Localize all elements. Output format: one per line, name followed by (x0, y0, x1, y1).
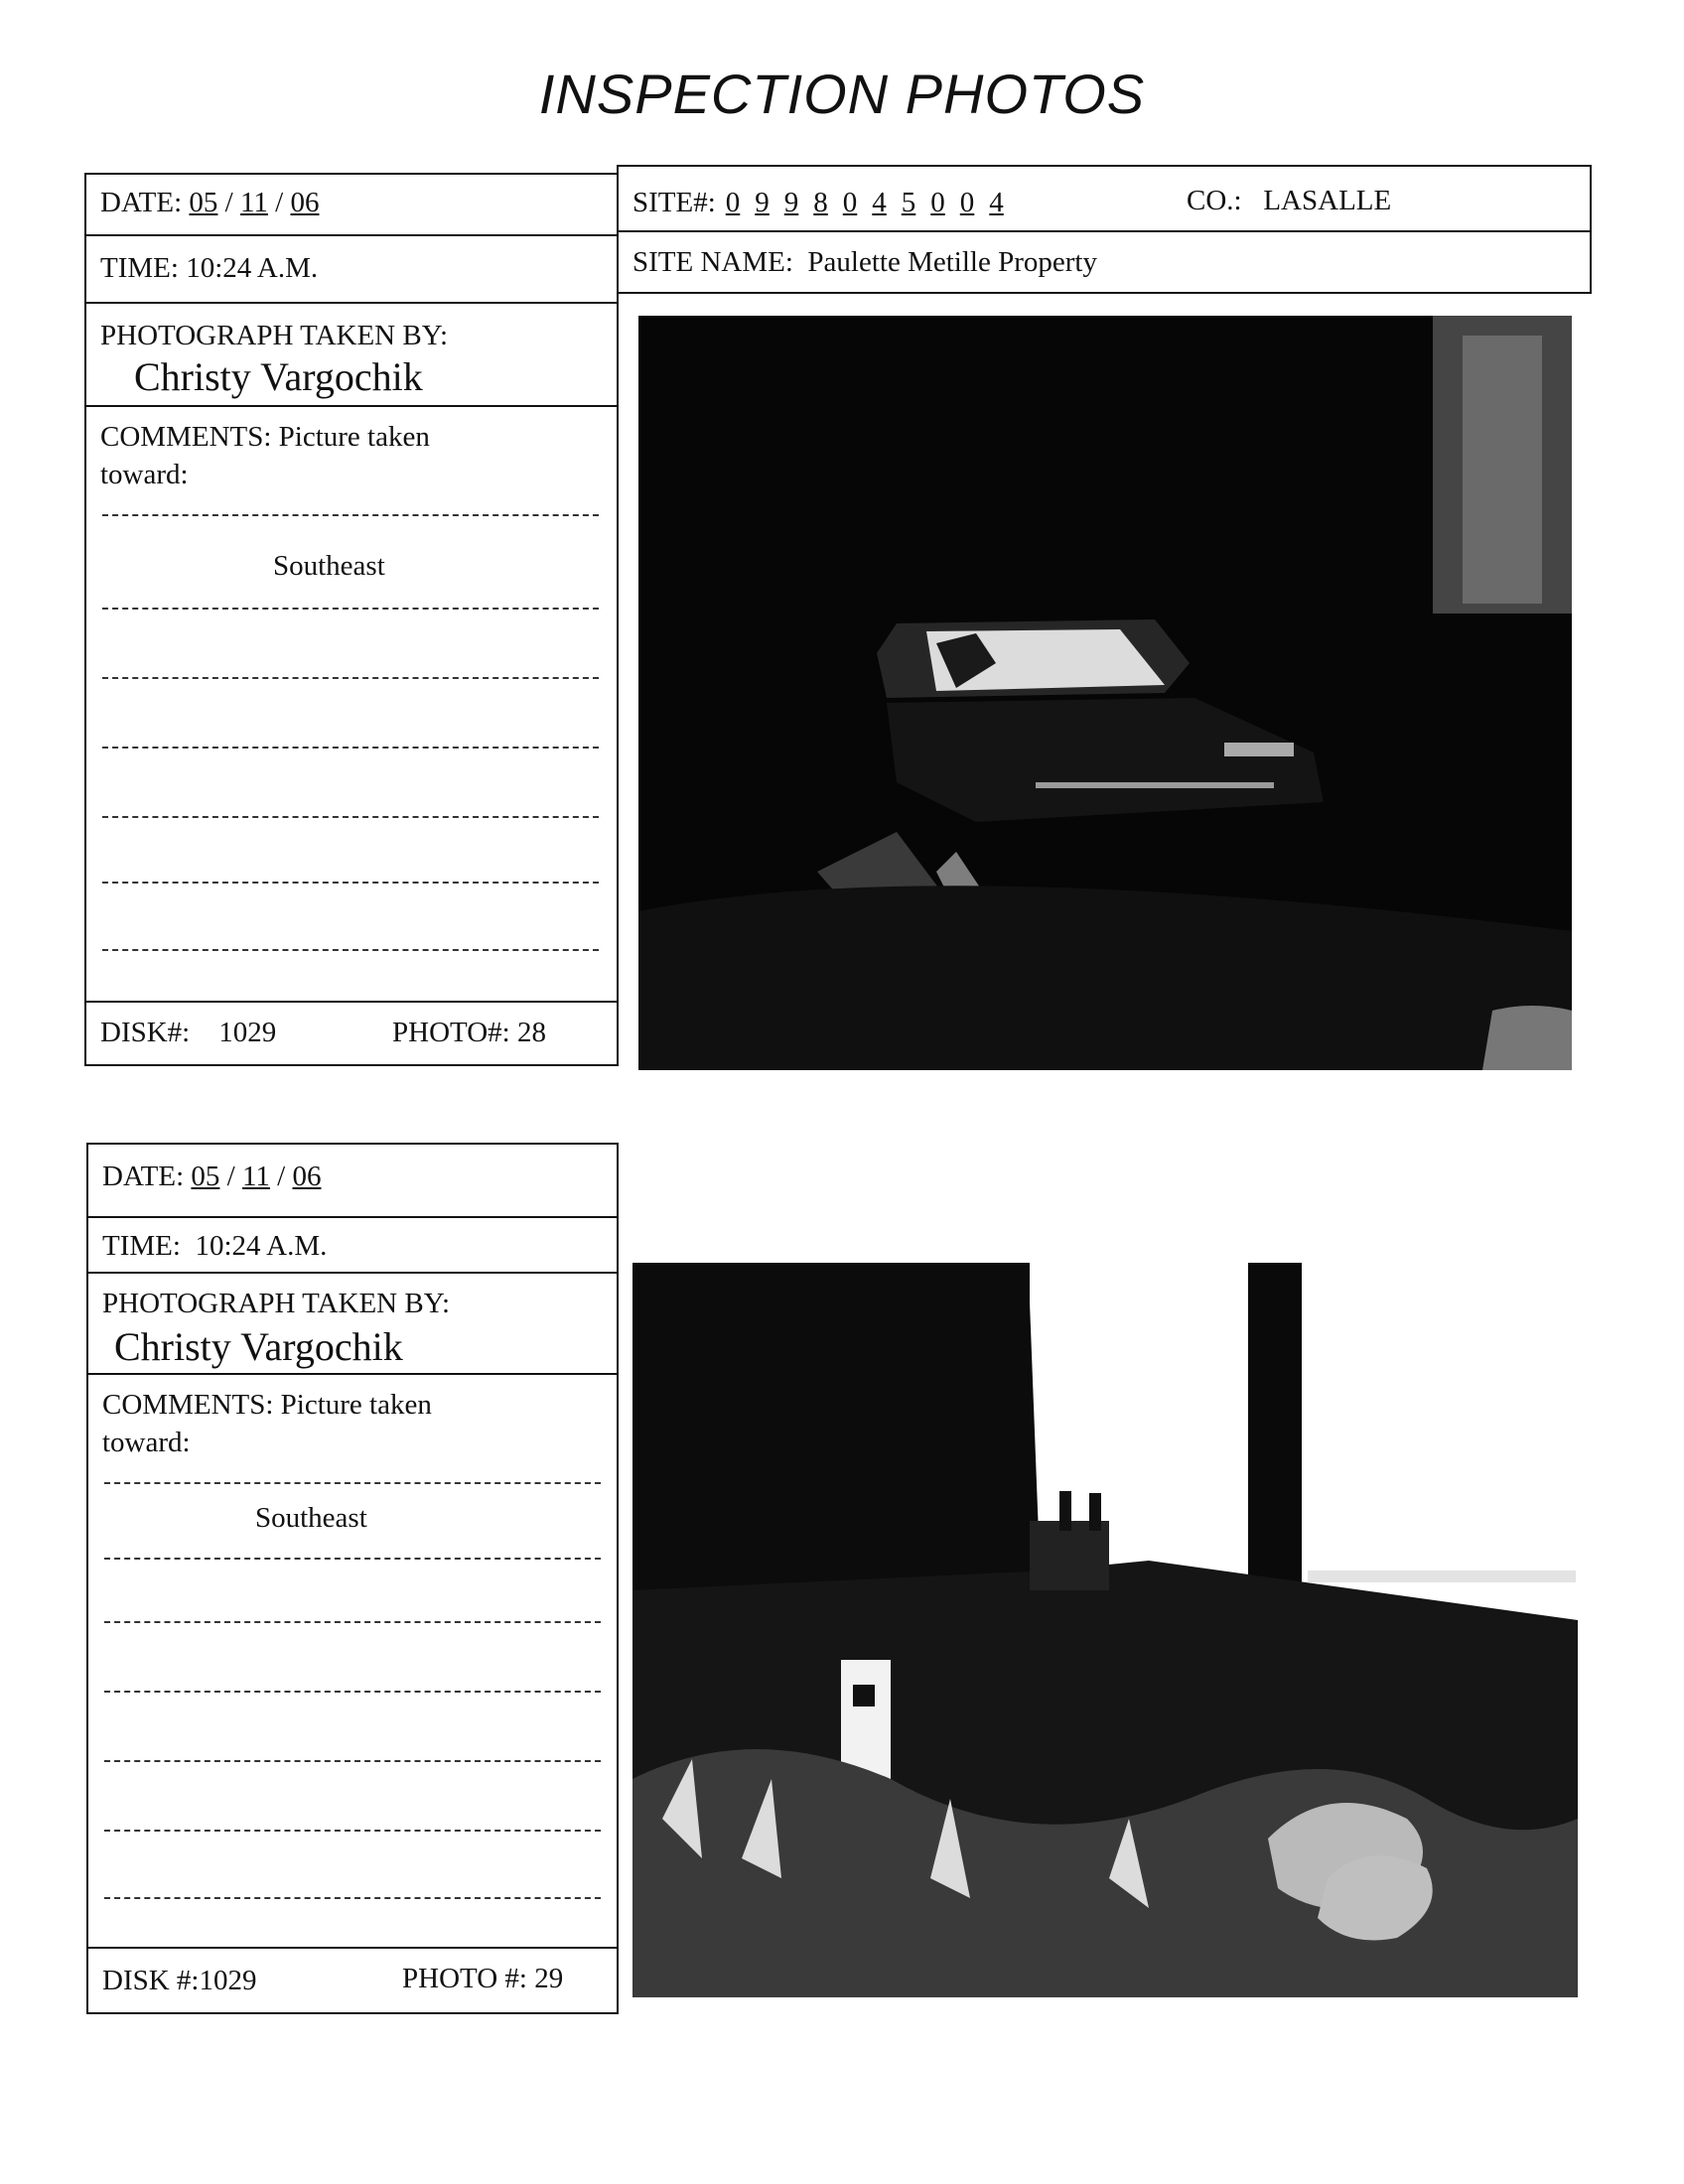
record-1-time (100, 252, 318, 285)
taken-by-label: PHOTOGRAPH TAKEN BY: (102, 1288, 451, 1319)
direction-value: Southeast (273, 550, 385, 582)
record-1-disk (100, 1017, 276, 1049)
record-2-photo-num (402, 1963, 563, 1995)
direction-value: Southeast (255, 1502, 367, 1534)
site-number: SITE#: 0 9 9 8 0 4 5 0 0 4 (632, 187, 1004, 218)
photo-value: 28 (516, 1017, 546, 1048)
record-1-form (84, 173, 619, 1066)
site-name (632, 246, 1097, 279)
record-2-disk (102, 1965, 256, 1997)
site-info-box (617, 165, 1592, 294)
date-year: 06 (292, 1160, 322, 1192)
site-label: SITE#: (632, 187, 716, 218)
time-value: 10:24 A.M. (186, 252, 319, 284)
comments-label-2: toward: (100, 459, 189, 490)
time-label: TIME: (100, 252, 179, 284)
photographer-name: Christy Vargochik (134, 354, 423, 399)
photographer-name: Christy Vargochik (114, 1324, 403, 1369)
date-day: 11 (241, 1160, 270, 1192)
disk-label: DISK#: (100, 1017, 191, 1048)
page-title: INSPECTION PHOTOS (538, 63, 1146, 125)
photo-label: PHOTO #: (402, 1963, 527, 1994)
time-value: 10:24 A.M. (195, 1230, 328, 1262)
inspection-photo-28 (638, 316, 1572, 1070)
date-month: 05 (189, 187, 218, 218)
date-day: 11 (239, 187, 268, 218)
disk-label: DISK #: (102, 1965, 200, 1996)
comments-label-2: toward: (102, 1427, 191, 1458)
comments-label: COMMENTS: Picture taken (100, 421, 430, 453)
comments-label: COMMENTS: Picture taken (102, 1389, 432, 1421)
record-2-time (102, 1230, 327, 1263)
county-label: CO.: (1187, 185, 1242, 216)
date-label: DATE: (102, 1160, 185, 1192)
date-year: 06 (290, 187, 320, 218)
inspection-photo-29 (632, 1263, 1578, 1997)
car-in-trees-image (638, 316, 1572, 1070)
disk-value: 1029 (218, 1017, 277, 1048)
county (1187, 185, 1391, 217)
site-name-label: SITE NAME: (632, 246, 793, 278)
county-value: LASALLE (1263, 185, 1392, 216)
date-month: 05 (191, 1160, 220, 1192)
taken-by-label: PHOTOGRAPH TAKEN BY: (100, 320, 449, 351)
photo-label: PHOTO#: (392, 1017, 510, 1048)
record-2-form (86, 1143, 619, 2014)
date-label: DATE: (100, 187, 183, 218)
yard-marker-image (632, 1263, 1578, 1997)
record-2-date: DATE: 05 / 11 / 06 (102, 1160, 322, 1192)
record-1-photo-num (392, 1017, 546, 1049)
photo-value: 29 (534, 1963, 564, 1994)
disk-value: 1029 (199, 1965, 257, 1996)
time-label: TIME: (102, 1230, 181, 1262)
record-1-date: DATE: 05 / 11 / 06 (100, 187, 320, 218)
site-name-value: Paulette Metille Property (807, 246, 1097, 278)
